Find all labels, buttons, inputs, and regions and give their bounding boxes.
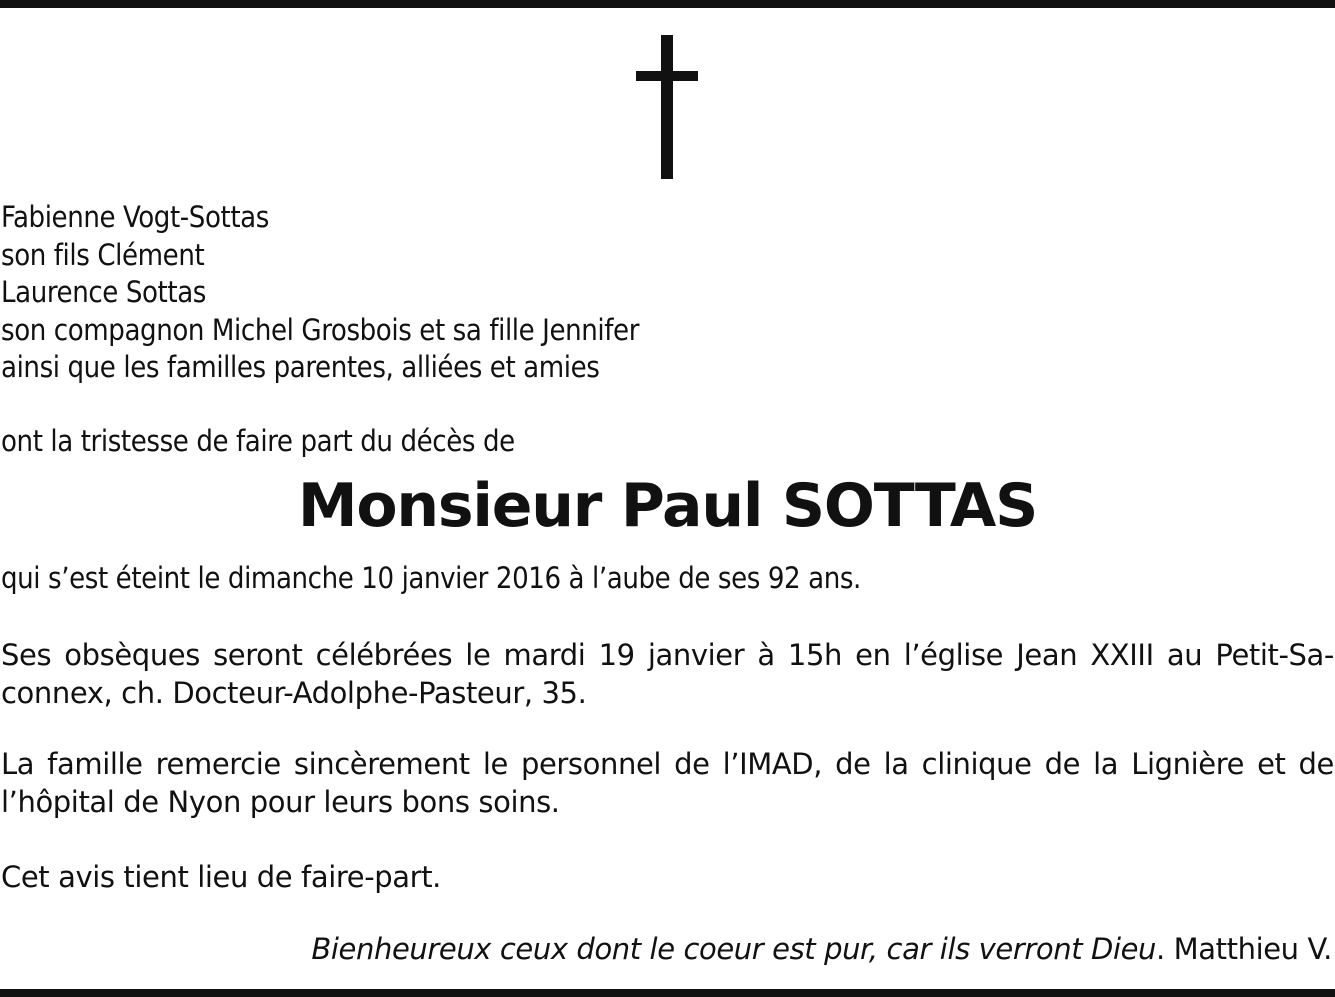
cross-vertical-bar: [661, 35, 673, 179]
family-line: son compagnon Michel Grosbois et sa fille Jennifer: [1, 312, 640, 347]
bible-quote: [311, 930, 1332, 968]
bottom-border: [0, 989, 1335, 997]
family-line: Laurence Sottas: [1, 275, 206, 309]
funeral-line: Ses obsèques seront célébrées le mardi 19 janvier à 15h en l’église Jean XXIII au Petit-Sa-: [1, 638, 1334, 672]
intro-text: ont la tristesse de faire part du décès de: [1, 424, 515, 458]
cross-horizontal-bar: [636, 71, 698, 81]
deceased-name: Monsieur Paul SOTTAS: [297, 471, 1038, 541]
quote-attribution: . Matthieu V.: [1156, 932, 1332, 966]
funeral-paragraph: [1, 636, 1334, 712]
thanks-line: l’hôpital de Nyon pour leurs bons soins.: [1, 785, 560, 819]
family-line: son fils Clément: [1, 237, 205, 272]
faire-part-notice: [1, 858, 1334, 896]
thanks-line: La famille remercie sincèrement le personnel de l’IMAD, de la clinique de la Lignière et de: [1, 747, 1334, 781]
funeral-line: connex, ch. Docteur-Adolphe-Pasteur, 35.: [1, 676, 587, 710]
death-notice: qui s’est éteint le dimanche 10 janvier 2016 à l’aube de ses 92 ans.: [1, 561, 861, 595]
cross-icon: [636, 35, 698, 179]
family-line: Fabienne Vogt-Sottas: [1, 200, 269, 234]
quote-text: Bienheureux ceux dont le coeur est pur, car ils verront Dieu: [311, 932, 1157, 966]
notice-line: Cet avis tient lieu de faire-part.: [1, 860, 441, 894]
top-border: [0, 0, 1335, 8]
thanks-paragraph: [1, 745, 1334, 821]
family-line: ainsi que les familles parentes, alliées et amies: [1, 350, 600, 384]
family-list: [1, 199, 1334, 387]
